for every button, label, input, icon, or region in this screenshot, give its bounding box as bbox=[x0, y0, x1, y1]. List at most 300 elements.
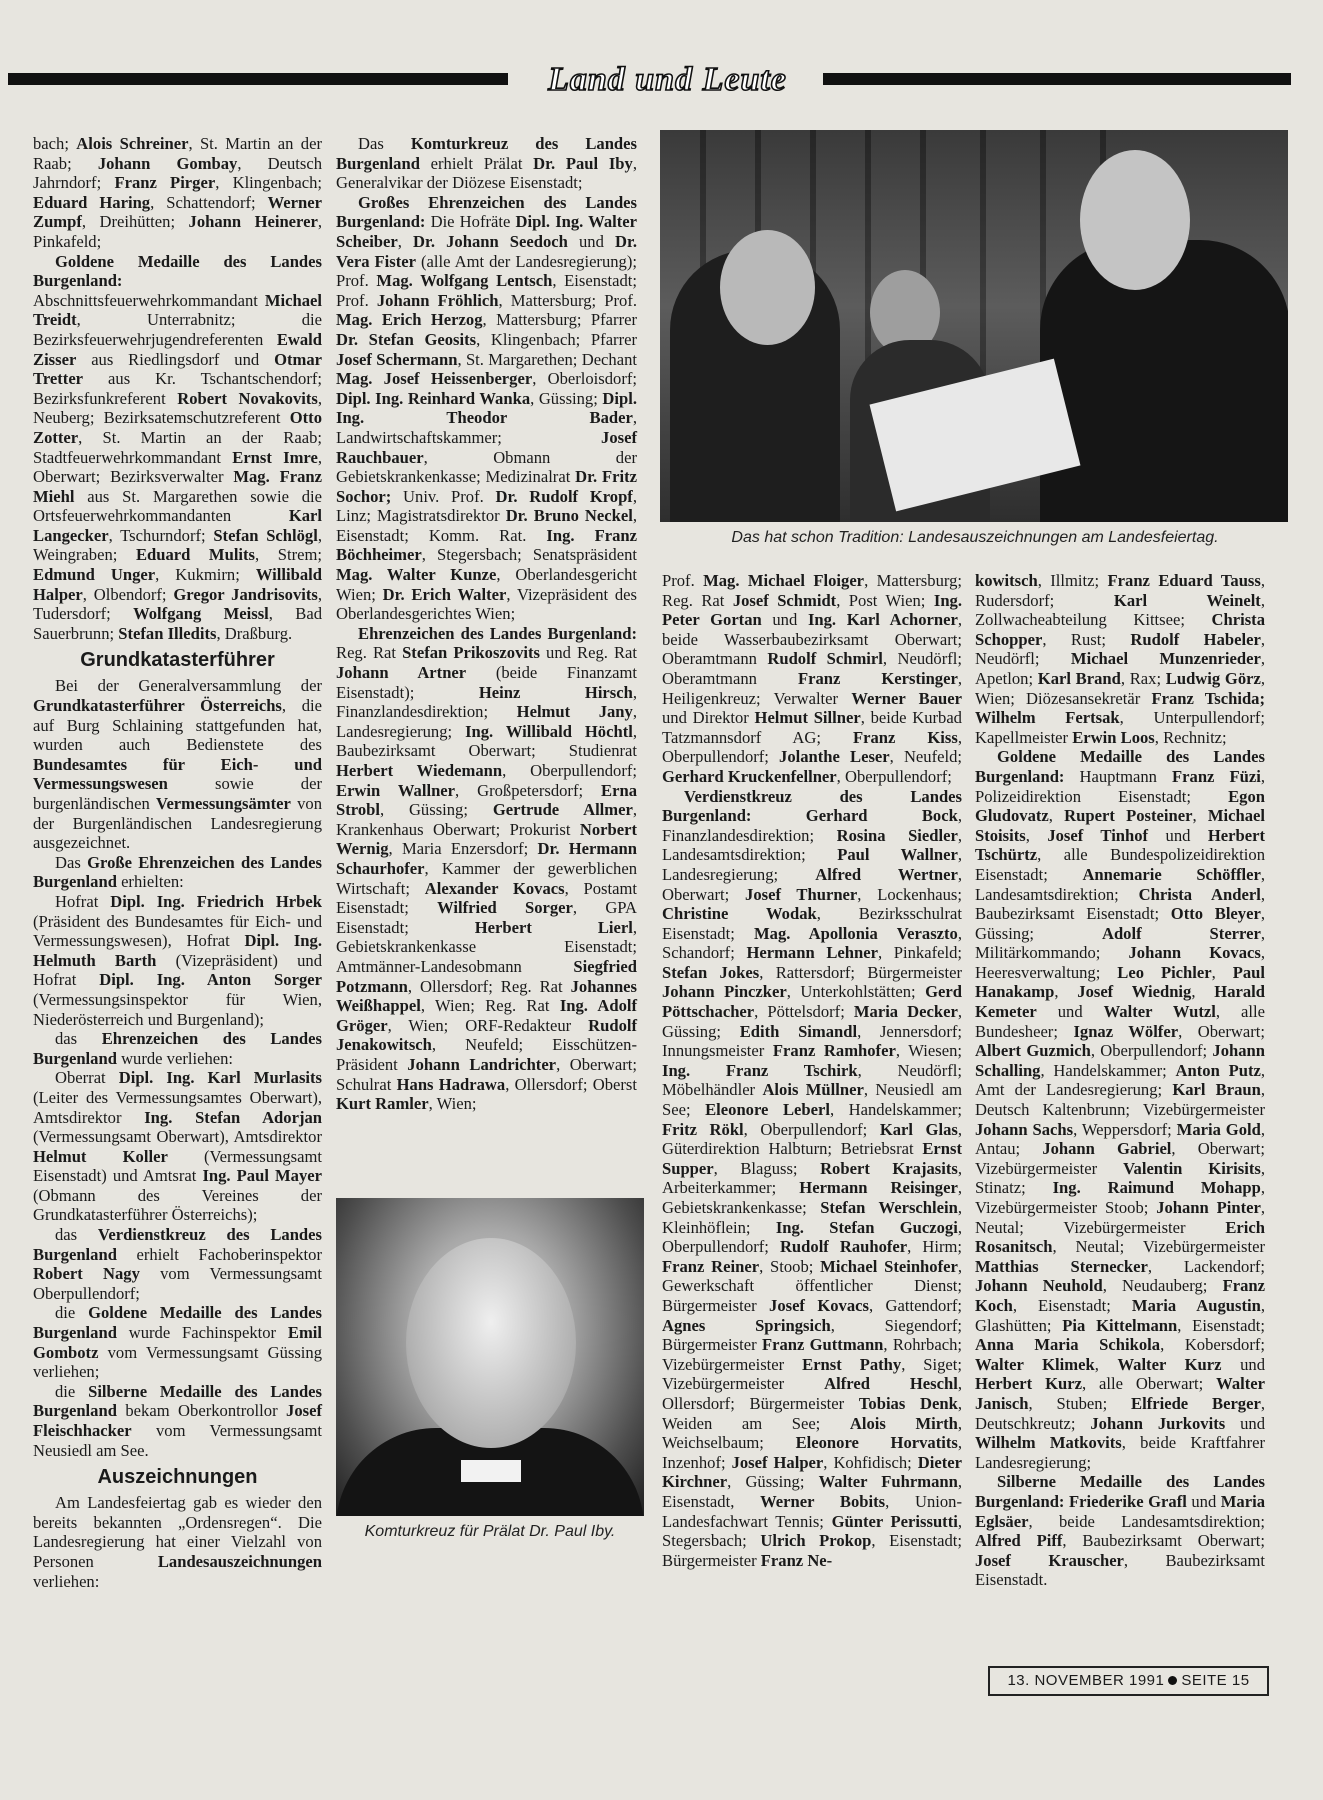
text-run: , Oberpullendorf; bbox=[662, 1217, 962, 1257]
name-text: Dipl. Ing. Helmuth Barth bbox=[33, 931, 322, 970]
name-text: Gerhard Bock bbox=[805, 806, 958, 826]
name-text: Albert Guzmich bbox=[975, 1041, 1091, 1061]
name-text: Johann Sachs bbox=[975, 1119, 1074, 1139]
article-column-4 bbox=[975, 571, 1265, 1590]
name-text: Josef Wiednig bbox=[1077, 982, 1192, 1002]
text-run: , Antau; bbox=[975, 1119, 1265, 1159]
name-text: Heinz Hirsch bbox=[478, 682, 633, 702]
name-text: Ernst Imre bbox=[232, 447, 318, 467]
text-run: , Gebietskrankenkasse Eisenstadt; Amtmänner-Landesobmann bbox=[336, 917, 638, 976]
text-run: , Neudörfl; Oberamtmann bbox=[662, 649, 962, 688]
name-text: Adolf Sterrer bbox=[1101, 923, 1261, 943]
portrait-caption: Komturkreuz für Prälat Dr. Paul Iby. bbox=[364, 1523, 616, 1540]
name-text: Gerhard Kruckenfellner bbox=[662, 766, 837, 786]
name-text: Goldene Medaille des Landes Burgenland: bbox=[975, 747, 1265, 786]
text-run: Hauptmann bbox=[1064, 766, 1173, 786]
text-run: , Wien; bbox=[428, 1094, 477, 1114]
paragraph bbox=[33, 1068, 322, 1225]
name-text: Franz Reiner bbox=[662, 1256, 760, 1276]
name-text: Dr. Vera Fister bbox=[336, 231, 637, 271]
text-run: (Vermessungsinspektor für Wien, Niederösterreich und Burgenland); bbox=[33, 989, 322, 1029]
name-text: Rupert Posteiner bbox=[1064, 806, 1193, 826]
name-text: Verdienstkreuz des Landes Burgenland bbox=[33, 1225, 322, 1264]
text-run: , Baubezirksamt Oberwart; bbox=[1062, 1531, 1265, 1551]
text-run: , Güssing; bbox=[530, 388, 603, 408]
name-text: Karl Brand bbox=[1037, 668, 1121, 688]
text-run: , Ollersdorf; Reg. Rat bbox=[407, 976, 571, 996]
name-text: Rudolf Habeler bbox=[1130, 629, 1261, 649]
name-text: Ing. Paul Mayer bbox=[202, 1166, 322, 1186]
name-text: Dipl. Ing. Karl Murlasits bbox=[118, 1068, 322, 1088]
name-text: Erich Rosanitsch bbox=[975, 1217, 1265, 1257]
text-run: , Draßburg. bbox=[216, 623, 293, 643]
text-run: , Finanzlandesdirektion; bbox=[662, 806, 962, 845]
text-run: , Mattersburg; Pfarrer bbox=[482, 310, 637, 330]
name-text: Johann Pinczker bbox=[662, 982, 787, 1002]
name-text: Friederike Grafl bbox=[1068, 1491, 1187, 1511]
text-run: , Rohrbach; Vizebürgermeister bbox=[662, 1335, 962, 1374]
name-text: kowitsch bbox=[975, 571, 1038, 590]
name-text: Maria Decker bbox=[853, 1002, 958, 1022]
text-run: , Wien; Diözesansekretär bbox=[975, 668, 1265, 708]
name-text: Helmut Jany bbox=[516, 702, 633, 722]
name-text: Hermann Lehner bbox=[746, 943, 878, 963]
text-run: , Militärkommando; bbox=[975, 923, 1265, 963]
text-run: , Güssing; bbox=[727, 1472, 819, 1492]
name-text: Robert Novakovits bbox=[177, 388, 318, 408]
name-text: Josef Halper bbox=[731, 1452, 824, 1472]
paragraph bbox=[33, 252, 322, 644]
text-run: , Siegendorf; Bürgermeister bbox=[662, 1315, 962, 1355]
text-run: , St. Margarethen; Dechant bbox=[457, 349, 637, 369]
name-text: Walter Fuhrmann bbox=[818, 1472, 958, 1492]
name-text: Herbert Kurz bbox=[975, 1374, 1082, 1394]
paragraph bbox=[975, 747, 1265, 1472]
text-run: , bbox=[1192, 806, 1208, 826]
text-run: , Bad Sauerbrunn; bbox=[33, 604, 322, 643]
name-text: Goldene Medaille des Landes Burgenland: bbox=[33, 251, 322, 291]
text-run: , Eisenstadt, bbox=[662, 1472, 962, 1511]
text-run: , Heeresverwaltung; bbox=[975, 943, 1265, 982]
name-text: Gertrude Allmer bbox=[492, 800, 633, 820]
text-run: , Baubezirksamt Oberwart; Studienrat bbox=[336, 721, 637, 761]
name-text: Helmut Sillner bbox=[754, 708, 861, 728]
text-run: , Güssing; bbox=[975, 904, 1265, 943]
text-run: , Weiden am See; bbox=[662, 1393, 962, 1433]
text-run: , Olbendorf; bbox=[82, 584, 174, 604]
name-text: Johann Gabriel bbox=[1042, 1139, 1172, 1159]
text-run: , Eisenstadt; Prof. bbox=[336, 271, 637, 310]
name-text: Anna Maria Schikola bbox=[975, 1335, 1161, 1355]
text-run: , Maria Enzersdorf; bbox=[388, 839, 538, 859]
text-run: , Deutschkreutz; bbox=[975, 1393, 1265, 1433]
name-text: Dr. Hermann Schaurhofer bbox=[336, 839, 637, 878]
text-run: die bbox=[55, 1303, 89, 1323]
text-run: und bbox=[567, 231, 616, 251]
name-text: Walter Klimek bbox=[975, 1354, 1095, 1374]
text-run: , Oberwart; Vizebürgermeister bbox=[975, 1139, 1265, 1178]
text-run: , Ollersdorf; Bürgermeister bbox=[662, 1374, 962, 1413]
text-run: , Eisenstadt; bbox=[1177, 1315, 1265, 1335]
text-run: , Weppersdorf; bbox=[1073, 1119, 1177, 1139]
text-run: , Stinatz; bbox=[975, 1158, 1265, 1198]
text-run: , bbox=[1211, 962, 1233, 982]
name-text: Herbert Wiedemann bbox=[336, 761, 503, 780]
name-text: Ernst Pathy bbox=[802, 1354, 902, 1374]
text-run: , Handelskammer; bbox=[1040, 1060, 1176, 1080]
text-run: und Reg. Rat bbox=[539, 643, 638, 663]
name-text: Stefan Werschlein bbox=[820, 1198, 958, 1217]
name-text: Robert Krajasits bbox=[820, 1158, 958, 1178]
name-text: Dr. Paul Iby bbox=[533, 153, 633, 173]
text-run: , St. Martin an der Raab; Stadtfeuerwehrkommandant bbox=[33, 427, 322, 467]
name-text: Agnes Springsich bbox=[662, 1315, 831, 1335]
name-text: Pia Kittelmann bbox=[1062, 1315, 1178, 1335]
text-run: , Gebietskrankenkasse; bbox=[662, 1178, 962, 1217]
text-run: und bbox=[1225, 1413, 1265, 1433]
text-run: , Postamt Eisenstadt; bbox=[336, 878, 637, 918]
text-run: , Krankenhaus Oberwart; Prokurist bbox=[336, 800, 637, 839]
text-run: , Wien; ORF-Redakteur bbox=[387, 1015, 589, 1035]
text-run: , Oberwart; Bezirksverwalter bbox=[33, 447, 322, 487]
text-run: , die auf Burg Schlaining stattgefunden hat, wurden auch Bedienstete des bbox=[33, 696, 322, 755]
text-run: , Landesamtsdirektion; bbox=[975, 864, 1265, 904]
name-text: Dipl. Ing. Theodor Bader bbox=[336, 388, 637, 428]
name-text: Edmund Unger bbox=[33, 565, 156, 585]
name-text: Josef Schermann bbox=[336, 349, 458, 369]
text-run: Oberrat bbox=[55, 1068, 119, 1088]
name-text: Ludwig Görz bbox=[1165, 668, 1261, 688]
text-run: , Neudörfl; bbox=[975, 629, 1265, 669]
text-run: , Neudörfl; Möbelhändler bbox=[662, 1060, 962, 1100]
text-run: , Tschurndorf; bbox=[108, 525, 214, 545]
name-text: Mag. Wolfgang Lentsch bbox=[376, 271, 553, 291]
text-run: , bbox=[397, 231, 414, 251]
text-run: , Blaguss; bbox=[713, 1158, 821, 1178]
text-run: , Neudauberg; bbox=[1102, 1276, 1223, 1296]
text-run: , Landesamtsdirektion; bbox=[662, 825, 962, 865]
name-text: Herbert Lierl bbox=[474, 917, 633, 937]
article-column-2 bbox=[336, 134, 637, 1114]
text-run: Univ. Prof. bbox=[391, 486, 496, 506]
text-run: , Baubezirksamt Eisenstadt; bbox=[975, 884, 1265, 924]
name-text: Johann Kovacs bbox=[1128, 943, 1261, 963]
text-run: , Post Wien; bbox=[836, 590, 934, 610]
text-run: , beide Landesamtsdirektion; bbox=[1028, 1511, 1265, 1531]
text-run: , Eisenstadt; Komm. Rat. bbox=[336, 506, 637, 545]
name-text: Anton Putz bbox=[1175, 1060, 1261, 1080]
text-run: , Glashütten; bbox=[975, 1295, 1265, 1335]
text-run: , Linz; Magistratsdirektor bbox=[336, 486, 637, 526]
name-text: Landesauszeichnungen bbox=[157, 1551, 322, 1571]
text-run: aus Riedlingsdorf und bbox=[76, 349, 275, 369]
header-rule-left bbox=[8, 73, 508, 85]
text-run: und bbox=[1036, 1002, 1104, 1022]
text-run: , Oberpullendorf; bbox=[502, 761, 637, 780]
name-text: Mag. Walter Kunze bbox=[336, 565, 497, 585]
paragraph bbox=[33, 676, 322, 852]
name-text: Franz Tschida; Wilhelm Fertsak bbox=[975, 688, 1266, 728]
name-text: Ulrich Prokop bbox=[760, 1531, 872, 1551]
name-text: Johann Schalling bbox=[975, 1041, 1265, 1080]
name-text: Dipl. Ing. Walter Scheiber bbox=[336, 212, 637, 251]
name-text: Mag. Michael Floiger bbox=[703, 571, 865, 590]
name-text: Ing. Raimund Mohapp bbox=[1052, 1178, 1261, 1198]
text-run: , Pinkafeld; bbox=[33, 212, 322, 251]
name-text: Karl Glas bbox=[879, 1119, 958, 1139]
portrait-photo bbox=[336, 1198, 644, 1516]
paragraph bbox=[975, 1472, 1265, 1590]
name-text: Dr. Fritz Sochor; bbox=[336, 467, 637, 506]
name-text: Egon Gludovatz bbox=[975, 786, 1265, 826]
name-text: Michael Treidt bbox=[33, 290, 322, 330]
name-text: Johann Neuhold bbox=[975, 1276, 1103, 1296]
name-text: Christine Wodak bbox=[662, 904, 817, 924]
text-run: , bbox=[1025, 825, 1048, 845]
name-text: Ernst Supper bbox=[662, 1139, 962, 1178]
text-run: , Jennersdorf; Innungsmeister bbox=[662, 1021, 962, 1061]
name-text: Maria Eglsäer bbox=[975, 1491, 1265, 1531]
text-run: das bbox=[55, 1029, 102, 1049]
text-run: (Obmann des Vereines der Grundkatasterführer Österreichs); bbox=[33, 1185, 322, 1225]
text-run: Prof. bbox=[662, 571, 704, 590]
text-run: , Güssing; bbox=[379, 800, 493, 820]
name-text: Michael Steinhofer bbox=[820, 1256, 958, 1276]
text-run: (Präsident des Bundesamtes für Eich- und Vermessungswesen), Hofrat bbox=[33, 911, 322, 951]
text-run: erhielten: bbox=[116, 872, 184, 892]
text-run: , Pinkafeld; bbox=[877, 943, 962, 963]
text-run: , Stuben; bbox=[1028, 1393, 1132, 1413]
text-run: , Lockenhaus; bbox=[857, 884, 962, 904]
text-run: , Weingraben; bbox=[33, 525, 322, 565]
name-text: Dr. Bruno Neckel bbox=[505, 506, 633, 526]
name-text: Gregor Jandrisovits bbox=[173, 584, 318, 604]
name-text: Ing. Karl Achorner bbox=[807, 610, 958, 630]
text-run: aus Kr. Tschantschendorf; Bezirksfunkreferent bbox=[33, 369, 322, 408]
name-text: Johann Landrichter bbox=[407, 1054, 557, 1074]
name-text: Otto Bleyer bbox=[1170, 904, 1261, 924]
name-text: Josef Thurner bbox=[745, 884, 858, 904]
text-run: das bbox=[55, 1225, 98, 1245]
text-run: , beide Wasserbaubezirksamt Oberwart; Oberamtmann bbox=[662, 610, 962, 669]
text-run: , Neufeld; Eisschützen-Präsident bbox=[336, 1035, 637, 1074]
name-text: Matthias Sternecker bbox=[975, 1256, 1148, 1276]
name-text: Josef Fleischhacker bbox=[33, 1401, 322, 1440]
name-text: Dieter Kirchner bbox=[662, 1452, 962, 1492]
text-run: , Apetlon; bbox=[975, 649, 1265, 688]
text-run: , Neusiedl am See; bbox=[662, 1080, 962, 1120]
text-run: Das bbox=[55, 852, 88, 872]
text-run: , Kukmirn; bbox=[155, 565, 256, 585]
text-run: , Weichselbaum; bbox=[662, 1413, 962, 1453]
name-text: Karl Braun bbox=[1172, 1080, 1261, 1100]
name-text: Johann Jurkovits bbox=[1090, 1413, 1226, 1433]
text-run: , Landesregierung; bbox=[336, 702, 637, 741]
text-run: Am Landesfeiertag gab es wieder den bereits bekannten „Ordensregen“. Die Landesregierung hat einer Vielzahl von Personen bbox=[33, 1493, 322, 1571]
name-text: Franz Kerstinger bbox=[797, 668, 958, 688]
name-text: Johann Heinerer bbox=[188, 212, 318, 232]
text-run: und bbox=[1148, 825, 1208, 845]
text-run: , Oberpullendorf; bbox=[836, 766, 952, 786]
name-text: Ing. Willibald Höchtl bbox=[465, 721, 633, 741]
name-text: Rosina Siedler bbox=[836, 825, 958, 845]
text-run: , alle Bundespolizeidirektion Eisenstadt; bbox=[975, 845, 1265, 884]
text-run: wurde verliehen: bbox=[116, 1048, 234, 1068]
text-run: , Kohfidisch; bbox=[823, 1452, 918, 1472]
name-text: Mag. Erich Herzog bbox=[336, 310, 483, 330]
name-text: Norbert Wernig bbox=[336, 819, 637, 859]
text-run: vom Vermessungsamt Oberpullendorf; bbox=[33, 1264, 322, 1303]
name-text: Wolfgang Meissl bbox=[133, 604, 269, 624]
name-text: Paul Hanakamp bbox=[975, 962, 1265, 1002]
text-run: , Oberwart; Schulrat bbox=[336, 1054, 638, 1094]
name-text: Josef Schmidt bbox=[732, 590, 837, 610]
name-text: Erwin Loos bbox=[1072, 727, 1155, 747]
section-header bbox=[8, 62, 1291, 96]
text-run: , Klingenbach; Pfarrer bbox=[476, 329, 637, 349]
name-text: Franz Eduard Tauss bbox=[1107, 571, 1261, 590]
text-run: , Schattendorf; bbox=[150, 192, 268, 212]
name-text: Valentin Kirisits bbox=[1123, 1158, 1261, 1178]
name-text: Dipl. Ing. Friedrich Hrbek bbox=[110, 891, 322, 911]
paragraph bbox=[336, 193, 637, 624]
text-run: Abschnittsfeuerwehrkommandant bbox=[33, 290, 265, 310]
name-text: Stefan Jokes bbox=[662, 962, 760, 982]
name-text: Franz Kiss bbox=[852, 727, 958, 747]
name-text: Dipl. Ing. Anton Sorger bbox=[99, 970, 322, 990]
text-run: , Kobersdorf; bbox=[1160, 1335, 1265, 1355]
name-text: Ignaz Wölfer bbox=[1073, 1021, 1179, 1041]
name-text: Fritz Rökl bbox=[662, 1119, 744, 1139]
text-run: , Unterpullendorf; Kapellmeister bbox=[975, 708, 1265, 747]
name-text: Mag. Apollonia Veraszto bbox=[754, 923, 958, 943]
text-run: , Bezirksschulrat Eisenstadt; bbox=[662, 904, 962, 943]
name-text: Alfred Piff bbox=[975, 1531, 1063, 1551]
text-run: , bbox=[1054, 982, 1078, 1002]
text-run: , Deutsch Kaltenbrunn; Vizebürgermeister bbox=[975, 1080, 1266, 1120]
text-run: , Obmann der Gebietskrankenkasse; Medizinalrat bbox=[336, 447, 637, 487]
text-run: , Rattersdorf; Bürgermeister bbox=[759, 962, 962, 982]
name-text: Alexander Kovacs bbox=[424, 878, 565, 898]
text-run: , Oberpullendorf; bbox=[743, 1119, 880, 1139]
name-text: Josef Tinhof bbox=[1047, 825, 1149, 845]
text-run: , Oberloisdorf; bbox=[532, 369, 637, 389]
name-text: Tobias Denk bbox=[858, 1393, 958, 1413]
name-text: Otto Zotter bbox=[33, 408, 322, 447]
text-run: , St. Martin an der Raab; bbox=[33, 134, 322, 173]
name-text: Paul Wallner bbox=[837, 845, 958, 865]
text-run: , Stegersbach; Senatspräsident bbox=[421, 545, 637, 565]
text-run: , Neuberg; Bezirksatemschutzreferent bbox=[33, 388, 322, 428]
text-run: und bbox=[1221, 1354, 1266, 1374]
text-run: , Vizepräsident des Oberlandesgerichtes Wien; bbox=[336, 584, 637, 624]
name-text: Ing. Stefan Guczogi bbox=[775, 1217, 958, 1237]
name-text: Vermessungsämter bbox=[155, 794, 291, 813]
name-text: Franz Ne- bbox=[760, 1550, 833, 1570]
text-run: , Zollwacheabteilung Kittsee; bbox=[975, 590, 1265, 630]
name-text: Mag. Franz Miehl bbox=[33, 467, 322, 506]
text-run: , Klingenbach; bbox=[215, 173, 322, 193]
page-number: SEITE 15 bbox=[1181, 1672, 1250, 1689]
name-text: Willibald Halper bbox=[33, 565, 322, 604]
text-run: , Baubezirksamt Eisenstadt. bbox=[975, 1550, 1265, 1590]
text-run: , bbox=[1191, 982, 1215, 1002]
name-text: Rudolf Jenakowitsch bbox=[336, 1015, 637, 1055]
text-run: , Kammer der gewerblichen Wirtschaft; bbox=[336, 858, 637, 898]
text-run: Die Hofräte bbox=[425, 212, 516, 232]
name-text: Stefan Illedits bbox=[118, 623, 217, 643]
name-text: Ing. Franz Tschirk bbox=[662, 1060, 858, 1080]
text-run: , beide Kurbad Tatzmannsdorf AG; bbox=[662, 708, 962, 747]
text-run: Bei der Generalversammlung der bbox=[55, 676, 322, 696]
text-run: , beide Kraftfahrer Landesregierung; bbox=[975, 1433, 1265, 1472]
text-run: , Amt der Landesregierung; bbox=[975, 1060, 1265, 1100]
name-text: Jolanthe Leser bbox=[779, 747, 890, 767]
article-column-3 bbox=[662, 571, 962, 1570]
name-text: Werner Bauer bbox=[851, 688, 963, 708]
paragraph bbox=[33, 1029, 322, 1068]
text-run: und bbox=[1186, 1491, 1221, 1511]
name-text: Franz Koch bbox=[975, 1276, 1265, 1315]
paragraph bbox=[336, 134, 637, 193]
text-run: , bbox=[1094, 1354, 1118, 1374]
text-run: , Oberlandesgericht Wien; bbox=[336, 565, 637, 604]
name-text: Eleonore Leberl bbox=[705, 1100, 830, 1120]
name-text: Ing. Peter Gortan bbox=[662, 590, 963, 630]
name-text: Robert Nagy bbox=[33, 1264, 140, 1284]
text-run: , Oberpullendorf; bbox=[1090, 1041, 1213, 1061]
text-run: , Union-Landesfachwart Tennis; bbox=[662, 1491, 962, 1531]
text-run: aus St. Margarethen sowie die Ortsfeuerwehrkommandanten bbox=[33, 486, 322, 526]
name-text: Emil Gombotz bbox=[33, 1323, 322, 1362]
name-text: Leo Pichler bbox=[1117, 962, 1212, 982]
name-text: Franz Guttmann bbox=[761, 1335, 884, 1355]
name-text: Otmar Tretter bbox=[33, 349, 322, 389]
name-text: Maria Gold bbox=[1176, 1119, 1261, 1139]
name-text: Günter Perissutti bbox=[831, 1511, 958, 1531]
name-text: Erna Strobl bbox=[336, 780, 637, 820]
name-text: Maria Augustin bbox=[1131, 1295, 1261, 1315]
text-run: , alle Bundesheer; bbox=[975, 1002, 1266, 1041]
name-text: Großes Ehrenzeichen des Landes Burgenland: bbox=[336, 192, 637, 232]
text-run: , Unterkohlstätten; bbox=[786, 982, 926, 1002]
text-run: Das bbox=[358, 134, 411, 153]
text-run: , Landesregierung; bbox=[662, 845, 962, 884]
name-text: Michael Munzenrieder bbox=[1070, 649, 1261, 669]
issue-date: 13. NOVEMBER 1991 bbox=[1007, 1672, 1165, 1689]
name-text: Josef Krauscher bbox=[975, 1550, 1124, 1570]
text-run: , Lackendorf; bbox=[1147, 1256, 1265, 1276]
text-run: , GPA Eisenstadt; bbox=[336, 898, 637, 937]
text-run: , Neutal; Vizebürgermeister bbox=[975, 1198, 1265, 1237]
name-text: Alfred Heschl bbox=[824, 1374, 958, 1394]
text-run: , Dreihütten; bbox=[81, 212, 189, 232]
text-run: , Wien; Reg. Rat bbox=[420, 996, 560, 1016]
name-text: Ing. Stefan Adorjan bbox=[144, 1107, 322, 1127]
text-run: , Illmitz; bbox=[1037, 571, 1108, 590]
name-text: Dr. Erich Walter bbox=[382, 584, 507, 604]
name-text: Gerd Pöttschacher bbox=[662, 982, 962, 1022]
name-text: Eduard Haring bbox=[33, 192, 151, 212]
text-run: , Strem; bbox=[255, 545, 322, 565]
name-text: Franz Füzi bbox=[1172, 766, 1261, 786]
name-text: Harald Kemeter bbox=[975, 982, 1266, 1022]
text-run: (Vermessungsamt Oberwart), Amtsdirektor bbox=[33, 1127, 322, 1147]
paragraph bbox=[33, 1382, 322, 1460]
name-text: Dr. Johann Seedoch bbox=[413, 231, 568, 251]
name-text: Christa Schopper bbox=[975, 610, 1265, 649]
text-run: vom Vermessungsamt Güssing verliehen; bbox=[33, 1342, 322, 1382]
